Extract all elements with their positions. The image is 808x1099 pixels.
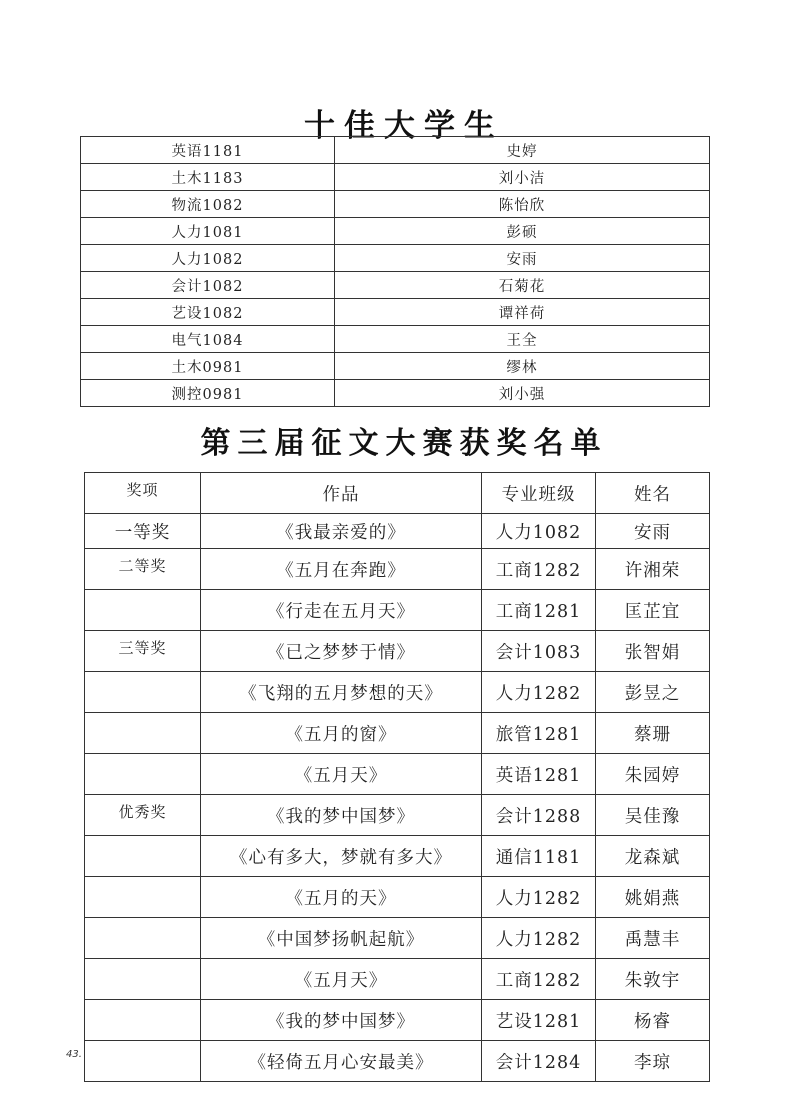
name-cell: 王全 [335,326,710,353]
name-cell: 匡芷宜 [596,590,710,631]
name-cell: 彭昱之 [596,672,710,713]
name-cell: 朱园婷 [596,754,710,795]
name-cell: 陈怡欣 [335,191,710,218]
prize-cell [85,836,201,877]
page-number: 43. [66,1049,82,1060]
work-cell: 《我的梦中国梦》 [201,1000,482,1041]
class-cell: 通信1181 [482,836,596,877]
prize-cell: 二等奖 [85,549,201,590]
work-cell: 《五月天》 [201,959,482,1000]
class-cell: 物流1082 [81,191,335,218]
table-row [85,877,710,918]
table-row [85,754,710,795]
name-cell: 杨睿 [596,1000,710,1041]
class-cell: 会计1288 [482,795,596,836]
class-cell: 会计1284 [482,1041,596,1082]
work-cell: 《已之梦梦于情》 [201,631,482,672]
prize-cell [85,959,201,1000]
prize-cell: 一等奖 [85,514,201,549]
table-row [81,137,710,164]
work-cell: 《行走在五月天》 [201,590,482,631]
class-cell: 测控0981 [81,380,335,407]
class-cell: 艺设1082 [81,299,335,326]
prize-cell [85,1000,201,1041]
class-cell: 会计1082 [81,272,335,299]
table-row [81,245,710,272]
name-cell: 安雨 [335,245,710,272]
prize-cell: 优秀奖 [85,795,201,836]
table-row [85,549,710,590]
table-row [81,191,710,218]
class-cell: 旅管1281 [482,713,596,754]
table-row [81,299,710,326]
table-row [85,836,710,877]
prize-cell [85,713,201,754]
name-cell: 彭硕 [335,218,710,245]
header-class: 专业班级 [482,473,596,514]
class-cell: 工商1282 [482,549,596,590]
work-cell: 《五月的窗》 [201,713,482,754]
name-cell: 许湘荣 [596,549,710,590]
work-cell: 《中国梦扬帆起航》 [201,918,482,959]
table-row [85,1000,710,1041]
class-cell: 土木0981 [81,353,335,380]
work-cell: 《五月在奔跑》 [201,549,482,590]
class-cell: 人力1282 [482,877,596,918]
table-row [81,326,710,353]
top-ten-students-table [80,136,710,407]
work-cell: 《心有多大，梦就有多大》 [201,836,482,877]
prize-cell: 三等奖 [85,631,201,672]
prize-cell [85,918,201,959]
table-row [85,1041,710,1082]
name-cell: 张智娟 [596,631,710,672]
prize-cell [85,590,201,631]
prize-cell [85,877,201,918]
class-cell: 工商1281 [482,590,596,631]
name-cell: 谭祥荷 [335,299,710,326]
name-cell: 吴佳豫 [596,795,710,836]
class-cell: 人力1082 [81,245,335,272]
work-cell: 《我的梦中国梦》 [201,795,482,836]
prize-cell [85,672,201,713]
header-prize: 奖项 [85,473,201,514]
prize-cell [85,754,201,795]
name-cell: 刘小强 [335,380,710,407]
class-cell: 工商1282 [482,959,596,1000]
table-row [81,218,710,245]
work-cell: 《五月的天》 [201,877,482,918]
table-row [85,959,710,1000]
essay-awards-table [84,472,710,1082]
name-cell: 龙森斌 [596,836,710,877]
class-cell: 英语1181 [81,137,335,164]
name-cell: 朱敦宇 [596,959,710,1000]
table-row [85,795,710,836]
class-cell: 英语1281 [482,754,596,795]
class-cell: 艺设1281 [482,1000,596,1041]
table-row [85,631,710,672]
name-cell: 安雨 [596,514,710,549]
class-cell: 电气1084 [81,326,335,353]
table-header-row [85,473,710,514]
name-cell: 姚娟燕 [596,877,710,918]
class-cell: 人力1282 [482,918,596,959]
table-row [85,590,710,631]
table-row [85,713,710,754]
class-cell: 会计1083 [482,631,596,672]
section1-title: 十佳大学生 [304,108,504,144]
table-row [81,380,710,407]
table-row [85,918,710,959]
prize-cell [85,1041,201,1082]
table-row [81,272,710,299]
class-cell: 人力1082 [482,514,596,549]
table-row [81,164,710,191]
work-cell: 《我最亲爱的》 [201,514,482,549]
header-work: 作品 [201,473,482,514]
section2-title: 第三届征文大赛获奖名单 [200,426,608,461]
header-name: 姓名 [596,473,710,514]
name-cell: 缪林 [335,353,710,380]
class-cell: 土木1183 [81,164,335,191]
table-row [85,672,710,713]
name-cell: 禹慧丰 [596,918,710,959]
work-cell: 《五月天》 [201,754,482,795]
work-cell: 《轻倚五月心安最美》 [201,1041,482,1082]
name-cell: 刘小洁 [335,164,710,191]
class-cell: 人力1081 [81,218,335,245]
name-cell: 石菊花 [335,272,710,299]
name-cell: 史婷 [335,137,710,164]
table-row [85,514,710,549]
class-cell: 人力1282 [482,672,596,713]
work-cell: 《飞翔的五月梦想的天》 [201,672,482,713]
table-row [81,353,710,380]
name-cell: 蔡珊 [596,713,710,754]
name-cell: 李琼 [596,1041,710,1082]
